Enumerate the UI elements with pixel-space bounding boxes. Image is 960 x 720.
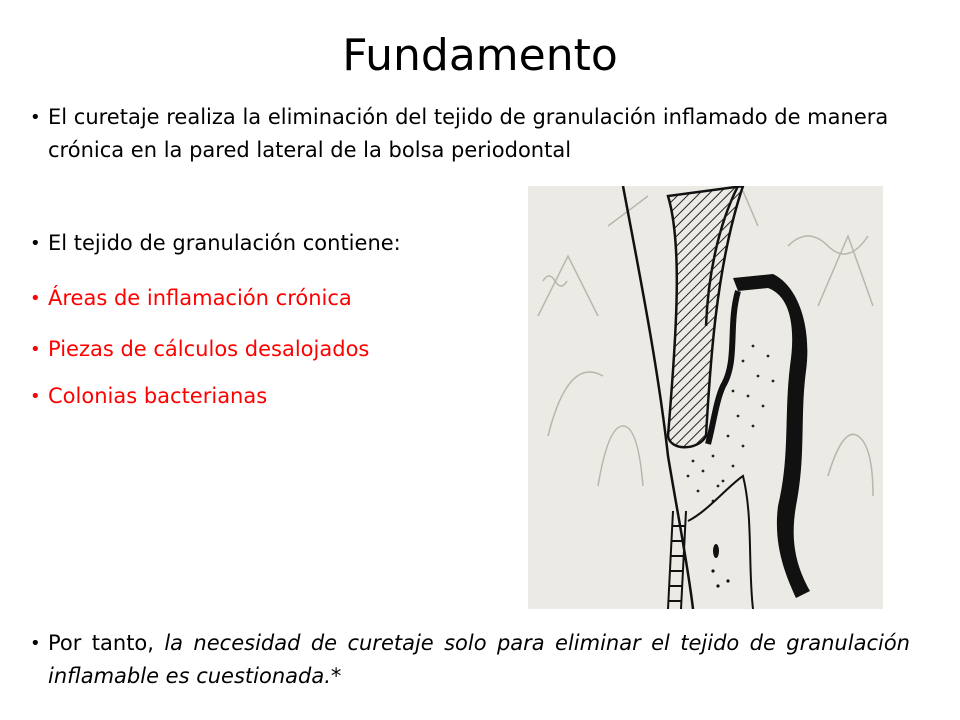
bullet-conclusion [30,627,910,693]
bullet-dot: • [30,633,41,654]
bullet-curettage-definition [30,101,940,167]
bullet-dot: • [30,339,41,360]
bullet-dot: • [30,386,41,407]
bullet-bacterial-colonies [30,380,267,413]
bullet-dot: • [30,233,41,254]
periodontal-pocket-figure [528,186,883,609]
bullet-text: El curetaje realiza la eliminación del tejido de granulación inflamado de manera crónica en la pared lateral de la bolsa periodontal [48,105,889,162]
bullet-text: Áreas de inflamación crónica [48,286,352,310]
bone-marks [711,544,729,588]
bullet-text: Colonias bacterianas [48,384,268,408]
bullet-granulation-contains [30,227,401,260]
bullet-dot: • [30,288,41,309]
conclusion-lead: Por tanto, [48,631,165,655]
periodontal-pocket-illustration [528,186,883,609]
ladder-structure [668,511,686,609]
bullet-dot: • [30,107,41,128]
bullet-chronic-inflammation [30,282,352,315]
bullet-text [48,627,910,693]
conclusion-emphasis: la necesidad de curetaje solo para eliminar el tejido de granulación inflamable es cuestionada.* [48,631,910,688]
bullet-text: El tejido de granulación contiene: [48,231,401,255]
slide-title: Fundamento [342,30,618,81]
bullet-text: Piezas de cálculos desalojados [48,337,370,361]
bullet-calculus-pieces [30,333,369,366]
